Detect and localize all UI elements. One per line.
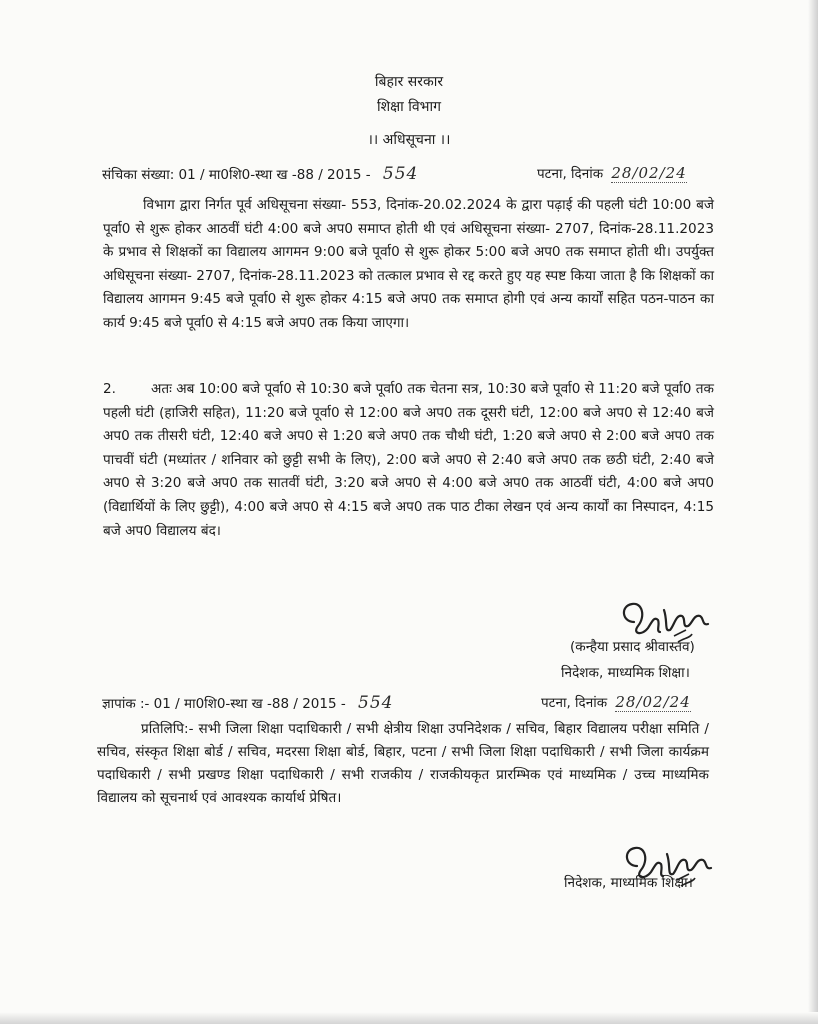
date-handwritten: 28/02/24	[611, 164, 687, 182]
memo-date-handwritten: 28/02/24	[615, 693, 691, 711]
place-date	[537, 164, 687, 182]
paragraph-2	[103, 378, 714, 543]
notice-title: ।। अधिसूचना ।।	[367, 132, 451, 148]
paragraph-2-number: 2.	[103, 381, 116, 397]
paragraph-2-text: अतः अब 10:00 बजे पूर्वा0 से 10:30 बजे पूर्वा0 तक चेतना सत्र, 10:30 बजे पूर्वा0 से 11:20 बजे पूर्वा0 तक पहली घंटी (हाजिरी सहित), 11:20 बजे पूर्वा0 से 12:00 बजे अप0 तक दूसरी घंटी, 12:00 बजे अप0 से 12:40 बजे अप0 तक तीसरी घंटी, 12:40 बजे अप0 से 1:20 बजे अप0 तक चौथी घंटी, 1:20 बजे अप0 से 2:00 बजे अप0 तक पाचवीं घंटी (मध्यांतर / शनिवार को छुट्टी सभी के लिए), 2:00 बजे अप0 से 2:40 बजे अप0 तक छठी घंटी, 2:40 बजे अप0 से 3:20 बजे अप0 तक सातवीं घंटी, 3:20 बजे अप0 से 4:00 बजे अप0 तक आठवीं घंटी, 4:00 बजे अप0 (विद्यार्थियों के लिए छुट्टी), 4:00 बजे अप0 से 4:15 बजे अप0 तक पाठ टीका लेखन एवं अन्य कार्यों का निस्पादन, 4:15 बजे अप0 विद्यालय बंद।	[103, 381, 714, 539]
memo-number	[102, 693, 393, 713]
paragraph-1: विभाग द्वारा निर्गत पूर्व अधिसूचना संख्या- 553, दिनांक-20.02.2024 के द्वारा पढ़ाई की पहली घंटी 10:00 बजे पूर्वा0 से शुरू होकर आठवीं घंटी 4:00 बजे अप0 समाप्त होती थी एवं अधिसूचना संख्या- 2707, दिनांक-28.11.2023 के प्रभाव से शिक्षकों का विद्यालय आगमन 9:00 बजे पूर्वा0 से शुरू होकर 5:00 बजे अप0 तक समाप्त होती थी। उपर्युक्त अधिसूचना संख्या- 2707, दिनांक-28.11.2023 को तत्काल प्रभाव से रद्द करते हुए यह स्पष्ट किया जाता है कि शिक्षकों का विद्यालय आगमन 9:45 बजे पूर्वा0 से शुरू होकर 4:15 बजे अप0 तक समाप्त होगी एवं अन्य कार्यों सहित पठन-पाठन का कार्य 9:45 बजे पूर्वा0 से 4:15 बजे अप0 तक किया जाएगा।	[103, 197, 714, 331]
memo-place-date-label: पटना, दिनांक	[541, 695, 608, 711]
director-name: (कन्हैया प्रसाद श्रीवास्तव)	[570, 639, 695, 655]
memo-number-text: ज्ञापांक :- 01 / मा0शि0-स्था ख -88 / 2015 -	[102, 696, 346, 712]
place-date-label: पटना, दिनांक	[537, 166, 604, 182]
file-number-text: संचिका संख्या: 01 / मा0शि0-स्था ख -88 / 2015 -	[102, 167, 371, 183]
director-designation-2: निदेशक, माध्यमिक शिक्षा।	[564, 875, 693, 891]
file-number	[102, 164, 418, 184]
file-number-handwritten: 554	[382, 164, 419, 184]
page-edge-shadow-right	[808, 0, 818, 1024]
page-edge-shadow-bottom	[0, 1012, 818, 1024]
header-department: शिक्षा विभाग	[376, 99, 442, 115]
copy-to-list: प्रतिलिपि:- सभी जिला शिक्षा पदाधिकारी / सभी क्षेत्रीय शिक्षा उपनिदेशक / सचिव, बिहार विद्यालय परीक्षा समिति / सचिव, संस्कृत शिक्षा बोर्ड / सचिव, मदरसा शिक्षा बोर्ड, बिहार, पटना / सभी जिला शिक्षा पदाधिकारी / सभी जिला कार्यक्रम पदाधिकारी / सभी प्रखण्ड शिक्षा पदाधिकारी / सभी राजकीय / राजकीयकृत प्रारम्भिक एवं माध्यमिक / उच्च माध्यमिक विद्यालय को सूचनार्थ एवं आवश्यक कार्यार्थ प्रेषित।	[97, 721, 709, 806]
header-government: बिहार सरकार	[374, 74, 444, 90]
director-designation-1: निदेशक, माध्यमिक शिक्षा।	[561, 665, 690, 681]
memo-number-handwritten: 554	[358, 693, 394, 713]
memo-place-date	[541, 693, 691, 711]
